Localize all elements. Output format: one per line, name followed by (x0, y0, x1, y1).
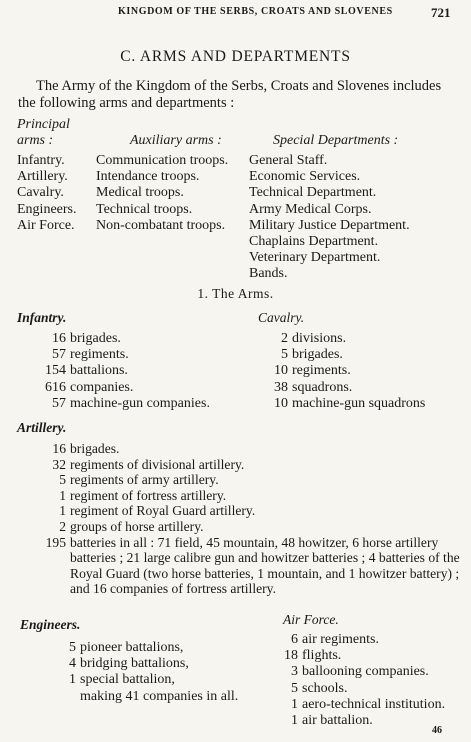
list-number: 2 (59, 518, 66, 534)
list-number: 2 (281, 331, 288, 346)
list-item (278, 681, 445, 697)
infantry-list (36, 331, 210, 412)
list-item (278, 713, 445, 729)
list-number: 154 (45, 363, 66, 379)
list-number: 5 (69, 640, 76, 655)
list-text: battalions. (70, 363, 128, 379)
list-item (60, 689, 238, 705)
list-text: machine-gun squadrons (292, 395, 426, 411)
auxiliary-item: Intendance troops. (96, 169, 200, 185)
list-text: companies. (70, 379, 134, 395)
list-text: divisions. (292, 331, 347, 346)
list-text: making 41 companies in all. (80, 688, 239, 704)
air-force-list (278, 632, 445, 729)
principal-item: Artillery. (17, 169, 68, 185)
intro-line-2: the following arms and departments : (18, 95, 235, 111)
list-text: air battalion. (302, 713, 373, 729)
list-number: 5 (291, 680, 298, 696)
auxiliary-item: Technical troops. (96, 201, 193, 217)
list-item (30, 457, 468, 473)
list-number: 16 (52, 331, 66, 346)
artillery-label: Artillery. (17, 420, 67, 435)
list-item (60, 672, 238, 688)
list-text: special battalion, (80, 672, 175, 688)
list-item (36, 331, 210, 347)
list-text: regiments of army artillery. (70, 472, 219, 488)
list-text: batteries in all : 71 field, 45 mountain, 48 howitzer, 6 horse artillery batteries ; 21 large calibre gun and howitzer batteries ; 4 batteries of the Royal Guard (two horse batteries, 1 mountain, and 1 howitzer battery) ; and 16 companies of fortress artillery. (70, 534, 460, 597)
list-item (278, 664, 445, 680)
list-number: 5 (59, 472, 66, 488)
list-item (30, 503, 468, 519)
cavalry-list (266, 331, 425, 412)
list-text: brigades. (70, 441, 120, 456)
special-heading: Special Departments : (273, 133, 399, 148)
list-number: 1 (291, 713, 298, 729)
list-item (266, 396, 425, 412)
artillery-list (30, 441, 468, 597)
list-item (266, 363, 425, 379)
list-text: squadrons. (292, 379, 353, 395)
list-item (30, 519, 468, 535)
list-number (60, 689, 80, 705)
list-number: 5 (281, 347, 288, 363)
special-departments-column (249, 133, 410, 283)
special-item: Technical Department. (249, 185, 377, 201)
list-number: 57 (52, 395, 66, 411)
list-number: 3 (291, 664, 298, 680)
list-number: 32 (52, 456, 66, 472)
list-item (266, 347, 425, 363)
arms-subtitle: 1. The Arms. (197, 286, 274, 301)
list-number: 616 (45, 379, 66, 395)
auxiliary-arms-column (96, 133, 229, 234)
list-item (60, 640, 238, 656)
list-text: machine-gun companies. (70, 395, 210, 411)
list-text: schools. (302, 680, 348, 696)
list-number: 16 (52, 441, 66, 456)
auxiliary-item: Non-combatant troops. (96, 217, 226, 233)
special-item: Military Justice Department. (249, 217, 410, 233)
section-title: C. ARMS AND DEPARTMENTS (120, 48, 351, 65)
list-text: ballooning companies. (302, 664, 429, 680)
list-text: brigades. (70, 331, 121, 346)
cavalry-label: Cavalry. (258, 310, 305, 325)
list-text: pioneer battalions, (80, 640, 184, 655)
list-text: flights. (302, 648, 342, 664)
principal-heading-line1: Principal (17, 117, 70, 132)
list-number: 6 (291, 632, 298, 647)
engineers-label: Engineers. (20, 617, 81, 632)
list-text: regiment of Royal Guard artillery. (70, 503, 256, 519)
page-number: 721 (431, 5, 451, 20)
list-text: regiments of divisional artillery. (70, 456, 245, 472)
list-item (266, 380, 425, 396)
list-number: 1 (59, 487, 66, 503)
principal-item: Infantry. (17, 153, 65, 168)
auxiliary-heading: Auxiliary arms : (130, 133, 222, 148)
list-item (60, 656, 238, 672)
list-item (278, 632, 445, 648)
list-number: 10 (274, 395, 288, 411)
list-number: 57 (52, 347, 66, 363)
list-number: 10 (274, 363, 288, 379)
list-item (278, 697, 445, 713)
list-text: brigades. (292, 347, 343, 363)
list-text: air regiments. (302, 632, 379, 647)
principal-item: Air Force. (17, 217, 75, 233)
special-item: Bands. (249, 266, 288, 282)
list-item (30, 472, 468, 488)
auxiliary-item: Communication troops. (96, 153, 229, 168)
list-number: 38 (274, 379, 288, 395)
list-number: 1 (59, 503, 66, 519)
list-item (30, 441, 468, 457)
principal-item: Engineers. (17, 201, 77, 217)
special-item: Veterinary Department. (249, 250, 381, 266)
special-item: Chaplains Department. (249, 234, 379, 250)
intro-line-1: The Army of the Kingdom of the Serbs, Croats and Slovenes includes (36, 78, 442, 94)
list-text: regiments. (292, 363, 351, 379)
list-text: groups of horse artillery. (70, 518, 204, 534)
list-item (278, 648, 445, 664)
list-item (36, 363, 210, 379)
list-item (36, 396, 210, 412)
special-item: General Staff. (249, 153, 328, 168)
principal-heading-line2: arms : (17, 133, 54, 148)
running-head: KINGDOM OF THE SERBS, CROATS AND SLOVENES (118, 6, 393, 17)
infantry-label: Infantry. (17, 310, 67, 325)
list-number: 18 (284, 648, 298, 664)
list-text: bridging battalions, (80, 656, 189, 672)
list-text: aero-technical institution. (302, 696, 446, 712)
list-item (266, 331, 425, 347)
list-text: regiments. (70, 347, 129, 363)
engineers-list (60, 640, 238, 705)
special-item: Economic Services. (249, 169, 361, 185)
list-item (30, 488, 468, 504)
principal-arms-column (17, 117, 76, 234)
auxiliary-item: Medical troops. (96, 185, 184, 201)
list-text: regiment of fortress artillery. (70, 487, 227, 503)
list-number: 1 (291, 696, 298, 712)
list-number: 195 (45, 534, 66, 550)
air-force-label: Air Force. (283, 612, 339, 627)
list-item (30, 535, 468, 597)
list-item (36, 347, 210, 363)
list-number: 4 (69, 656, 76, 672)
signature-mark: 46 (432, 725, 442, 736)
list-number: 1 (69, 672, 76, 688)
list-item (36, 380, 210, 396)
principal-item: Cavalry. (17, 185, 64, 201)
special-item: Army Medical Corps. (249, 201, 372, 217)
intro-paragraph (18, 78, 458, 112)
